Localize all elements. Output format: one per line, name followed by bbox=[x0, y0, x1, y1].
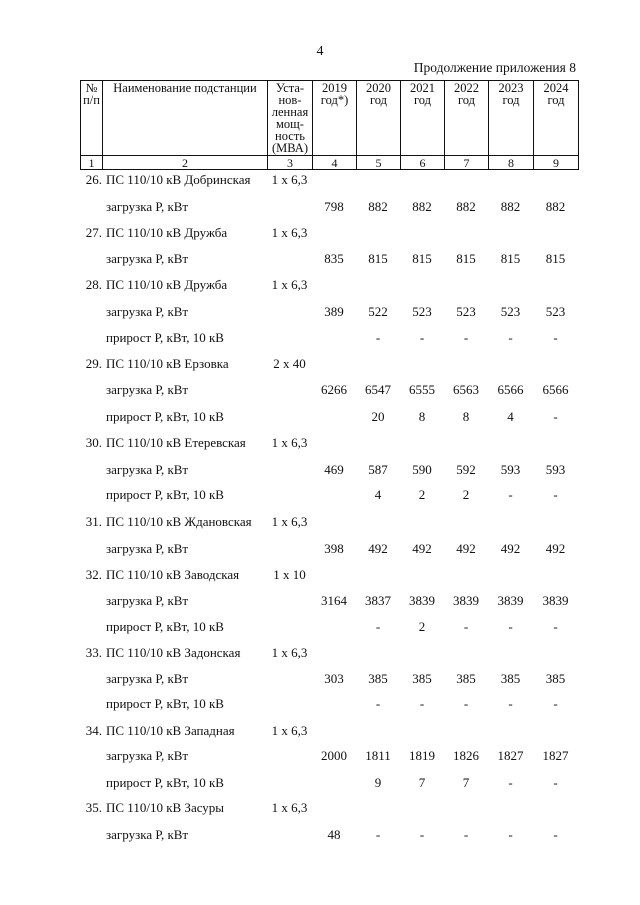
row-number: 31. bbox=[85, 514, 102, 529]
year-value: 523 bbox=[545, 304, 566, 319]
year-value: 385 bbox=[412, 671, 432, 686]
year-value: - bbox=[419, 827, 425, 842]
year-value: - bbox=[508, 487, 513, 502]
year-value: 2 bbox=[418, 487, 426, 502]
year-value: 590 bbox=[412, 462, 432, 477]
installed-power: 1 х 6,3 bbox=[271, 225, 308, 240]
year-value: 398 bbox=[324, 541, 344, 556]
year-value: 2 bbox=[418, 619, 426, 634]
year-value: 469 bbox=[324, 462, 344, 477]
year-value: - bbox=[463, 827, 469, 842]
table-row bbox=[80, 277, 578, 293]
row-number: 26. bbox=[85, 172, 102, 187]
row-label: загрузка Р, кВт bbox=[106, 199, 189, 214]
header-name: Наименование подстанции bbox=[103, 81, 268, 156]
table-row bbox=[80, 487, 578, 503]
installed-power: 1 х 6,3 bbox=[271, 172, 308, 187]
row-label: ПС 110/10 кВ Задонская bbox=[106, 645, 241, 660]
table-row bbox=[80, 225, 578, 241]
header-year: 2020 год bbox=[357, 81, 401, 156]
table-row bbox=[80, 775, 578, 791]
year-value: 20 bbox=[371, 409, 385, 424]
installed-power: 1 х 6,3 bbox=[271, 645, 308, 660]
year-value: 1819 bbox=[409, 748, 435, 763]
year-value: 3839 bbox=[409, 593, 435, 608]
col-number: 1 bbox=[81, 156, 103, 170]
year-value: 6555 bbox=[409, 382, 435, 397]
col-number: 3 bbox=[268, 156, 313, 170]
table-row bbox=[80, 409, 578, 425]
year-value: 2 bbox=[462, 487, 470, 502]
header-year: 2022 год bbox=[445, 81, 489, 156]
table-row bbox=[80, 199, 578, 215]
year-value: 7 bbox=[418, 775, 426, 790]
row-label: загрузка Р, кВт bbox=[106, 382, 189, 397]
row-number: 35. bbox=[85, 800, 102, 815]
installed-power: 1 х 10 bbox=[273, 567, 306, 582]
installed-power: 1 х 6,3 bbox=[271, 800, 308, 815]
continuation-note: Продолжение приложения 8 bbox=[413, 60, 576, 75]
year-value: 815 bbox=[412, 251, 432, 266]
year-value: 2000 bbox=[321, 748, 347, 763]
year-value: 882 bbox=[412, 199, 432, 214]
row-label: ПС 110/10 кВ Ерзовка bbox=[106, 356, 229, 371]
year-value: 815 bbox=[368, 251, 388, 266]
installed-power: 1 х 6,3 bbox=[271, 723, 308, 738]
row-label: загрузка Р, кВт bbox=[106, 462, 189, 477]
year-value: 3164 bbox=[321, 593, 347, 608]
table-row bbox=[80, 593, 578, 609]
table-row bbox=[80, 827, 578, 843]
year-value: 882 bbox=[500, 199, 521, 214]
year-value: 798 bbox=[324, 199, 344, 214]
table-row bbox=[80, 251, 578, 267]
row-label: прирост Р, кВт, 10 кВ bbox=[106, 619, 224, 634]
year-value: - bbox=[375, 696, 381, 711]
year-value: 1811 bbox=[365, 748, 391, 763]
year-value: 3839 bbox=[542, 593, 569, 608]
year-value: 882 bbox=[545, 199, 566, 214]
row-label: загрузка Р, кВт bbox=[106, 304, 189, 319]
header-year: 2019 год*) bbox=[313, 81, 357, 156]
year-value: 4 bbox=[507, 409, 514, 424]
row-label: загрузка Р, кВт bbox=[106, 671, 189, 686]
year-value: 492 bbox=[500, 541, 521, 556]
row-label: ПС 110/10 кВ Ждановская bbox=[106, 514, 252, 529]
year-value: - bbox=[553, 330, 558, 345]
year-value: 1826 bbox=[453, 748, 479, 763]
year-value: - bbox=[463, 330, 469, 345]
col-number: 8 bbox=[489, 156, 534, 170]
year-value: 7 bbox=[462, 775, 470, 790]
row-number: 32. bbox=[85, 567, 102, 582]
table-row bbox=[80, 671, 578, 687]
year-value: 593 bbox=[545, 462, 566, 477]
year-value: 3839 bbox=[453, 593, 479, 608]
table-row bbox=[80, 696, 578, 712]
row-label: ПС 110/10 кВ Западная bbox=[106, 723, 235, 738]
year-value: 882 bbox=[456, 199, 476, 214]
table-row bbox=[80, 382, 578, 398]
header-year: 2021 год bbox=[401, 81, 445, 156]
year-value: - bbox=[553, 487, 558, 502]
col-number: 2 bbox=[103, 156, 268, 170]
row-label: загрузка Р, кВт bbox=[106, 251, 189, 266]
year-value: 389 bbox=[324, 304, 344, 319]
row-label: ПС 110/10 кВ Заводская bbox=[106, 567, 240, 582]
row-label: прирост Р, кВт, 10 кВ bbox=[106, 487, 224, 502]
year-value: 48 bbox=[327, 827, 341, 842]
year-value: 4 bbox=[374, 487, 382, 502]
year-value: 815 bbox=[456, 251, 476, 266]
year-value: 303 bbox=[324, 671, 344, 686]
year-value: 3837 bbox=[365, 593, 391, 608]
row-label: прирост Р, кВт, 10 кВ bbox=[106, 696, 224, 711]
table-row bbox=[80, 172, 578, 188]
year-value: - bbox=[553, 696, 558, 711]
installed-power: 1 х 6,3 bbox=[271, 514, 308, 529]
table-row bbox=[80, 462, 578, 478]
year-value: 592 bbox=[456, 462, 476, 477]
year-value: 523 bbox=[500, 304, 521, 319]
year-value: 492 bbox=[368, 541, 388, 556]
row-label: ПС 110/10 кВ Дружба bbox=[106, 225, 228, 240]
col-number: 7 bbox=[445, 156, 489, 170]
installed-power: 1 х 6,3 bbox=[271, 435, 308, 450]
row-label: ПС 110/10 кВ Дружба bbox=[106, 277, 228, 292]
year-value: 523 bbox=[412, 304, 432, 319]
table-row bbox=[80, 645, 578, 661]
year-value: 1827 bbox=[497, 748, 524, 763]
year-value: 385 bbox=[456, 671, 476, 686]
year-value: 523 bbox=[456, 304, 476, 319]
header-year: 2024 год bbox=[534, 81, 579, 156]
year-value: - bbox=[508, 696, 513, 711]
table-row bbox=[80, 723, 578, 739]
year-value: 492 bbox=[412, 541, 432, 556]
year-value: - bbox=[375, 330, 381, 345]
year-value: 835 bbox=[324, 251, 344, 266]
year-value: 6563 bbox=[453, 382, 479, 397]
year-value: - bbox=[419, 330, 425, 345]
row-label: прирост Р, кВт, 10 кВ bbox=[106, 330, 224, 345]
row-label: прирост Р, кВт, 10 кВ bbox=[106, 409, 224, 424]
year-value: - bbox=[508, 330, 513, 345]
row-number: 29. bbox=[85, 356, 102, 371]
table-row bbox=[80, 800, 578, 816]
table-row bbox=[80, 567, 578, 583]
year-value: 385 bbox=[368, 671, 388, 686]
year-value: 815 bbox=[500, 251, 521, 266]
table-row bbox=[80, 514, 578, 530]
header-year: 2023 год bbox=[489, 81, 534, 156]
page-number: 4 bbox=[316, 44, 324, 59]
year-value: 593 bbox=[500, 462, 521, 477]
table-row bbox=[80, 304, 578, 320]
year-value: - bbox=[508, 775, 513, 790]
header-power: Уста-нов-ленная мощ-ность (МВА) bbox=[268, 81, 313, 156]
installed-power: 1 х 6,3 bbox=[271, 277, 308, 292]
year-value: - bbox=[553, 409, 558, 424]
year-value: - bbox=[508, 619, 513, 634]
year-value: - bbox=[375, 619, 381, 634]
year-value: - bbox=[553, 619, 558, 634]
year-value: 492 bbox=[456, 541, 476, 556]
year-value: 492 bbox=[545, 541, 566, 556]
row-number: 34. bbox=[85, 723, 102, 738]
year-value: 6566 bbox=[497, 382, 524, 397]
row-label: ПС 110/10 кВ Засуры bbox=[106, 800, 225, 815]
table-row bbox=[80, 435, 578, 451]
row-label: ПС 110/10 кВ Етеревская bbox=[106, 435, 246, 450]
header-num: № п/п bbox=[81, 81, 103, 156]
year-value: - bbox=[463, 619, 469, 634]
table-row bbox=[80, 619, 578, 635]
table-row bbox=[80, 748, 578, 764]
row-label: загрузка Р, кВт bbox=[106, 827, 189, 842]
year-value: 522 bbox=[368, 304, 388, 319]
year-value: 3839 bbox=[497, 593, 524, 608]
year-value: 385 bbox=[545, 671, 566, 686]
year-value: 385 bbox=[500, 671, 521, 686]
table-row bbox=[80, 541, 578, 557]
row-label: загрузка Р, кВт bbox=[106, 541, 189, 556]
year-value: - bbox=[553, 827, 558, 842]
year-value: 6547 bbox=[365, 382, 391, 397]
row-label: загрузка Р, кВт bbox=[106, 748, 189, 763]
year-value: 815 bbox=[545, 251, 566, 266]
year-value: 6566 bbox=[542, 382, 569, 397]
year-value: 8 bbox=[462, 409, 470, 424]
table-row bbox=[80, 330, 578, 346]
row-number: 30. bbox=[85, 435, 102, 450]
year-value: 8 bbox=[418, 409, 426, 424]
col-number: 4 bbox=[313, 156, 357, 170]
year-value: 9 bbox=[374, 775, 382, 790]
year-value: 6266 bbox=[321, 382, 347, 397]
col-number: 5 bbox=[357, 156, 401, 170]
table-header bbox=[80, 80, 579, 170]
table-row bbox=[80, 356, 578, 372]
row-label: загрузка Р, кВт bbox=[106, 593, 189, 608]
row-label: ПС 110/10 кВ Добринская bbox=[106, 172, 251, 187]
row-number: 33. bbox=[85, 645, 102, 660]
year-value: 882 bbox=[368, 199, 388, 214]
row-number: 27. bbox=[85, 225, 102, 240]
year-value: - bbox=[419, 696, 425, 711]
row-number: 28. bbox=[85, 277, 102, 292]
year-value: - bbox=[508, 827, 513, 842]
year-value: - bbox=[463, 696, 469, 711]
year-value: 1827 bbox=[542, 748, 569, 763]
installed-power: 2 х 40 bbox=[273, 356, 306, 371]
col-number: 9 bbox=[534, 156, 579, 170]
year-value: - bbox=[375, 827, 381, 842]
year-value: 587 bbox=[368, 462, 388, 477]
year-value: - bbox=[553, 775, 558, 790]
col-number: 6 bbox=[401, 156, 445, 170]
row-label: прирост Р, кВт, 10 кВ bbox=[106, 775, 224, 790]
